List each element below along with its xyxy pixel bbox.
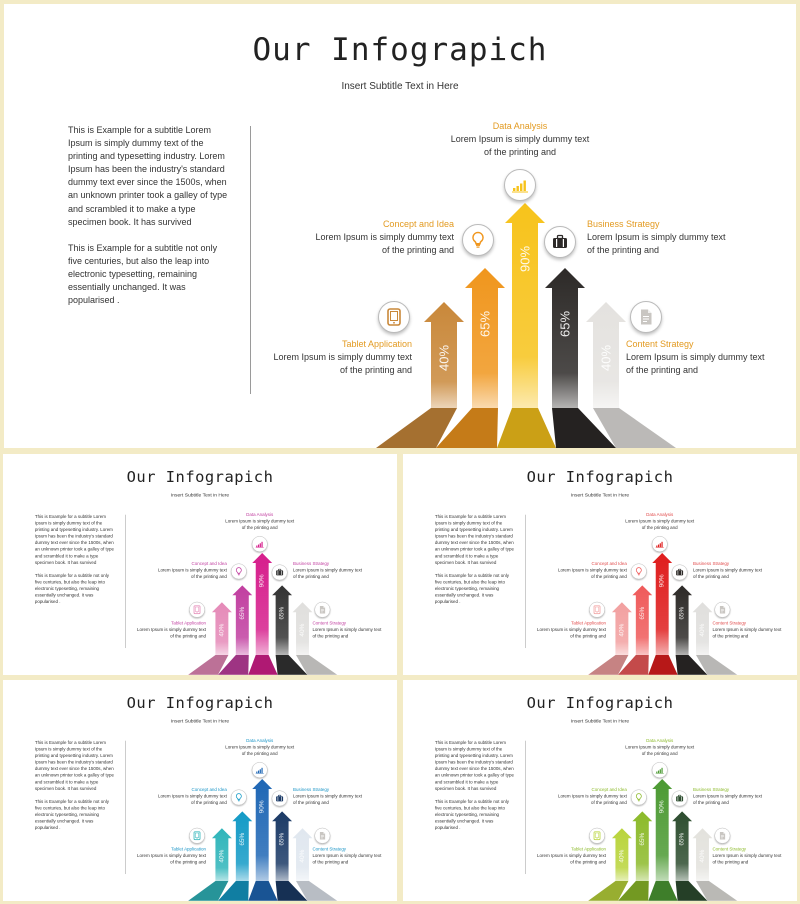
bar-chart-icon	[652, 536, 668, 552]
arrow-percent-label: 90%	[517, 245, 533, 273]
arrow-base	[248, 881, 277, 901]
item-description-line2: of the printing and	[641, 525, 678, 531]
item-description-line1: Lorem Ipsum is simply dummy text	[157, 567, 227, 573]
item-description-line2: of the printing and	[170, 633, 206, 639]
item-description-line2: of the printing and	[170, 859, 206, 865]
bar-chart-icon	[252, 536, 268, 552]
item-description-line1: Lorem Ipsum is simply dummy text	[537, 627, 606, 633]
lightbulb-icon	[631, 789, 647, 805]
item-description-line2: of the printing and	[191, 799, 227, 805]
item-label	[537, 846, 606, 865]
arrow-percent-label: 40%	[598, 344, 614, 372]
arrow-percent-label: 90%	[658, 800, 666, 814]
item-label	[625, 738, 695, 757]
arrow-percent-label: 40%	[698, 623, 706, 637]
item-description-line1: Lorem Ipsum is simply dummy text	[312, 853, 382, 859]
item-label	[315, 218, 454, 257]
body-paragraph: This is Example for a subtitle not only five centuries, but also the leap into electronic typesetting, remaining essentially unchanged. It was popularised .	[68, 242, 218, 306]
arrow-base	[648, 655, 677, 675]
arrow-bar	[672, 811, 692, 881]
body-paragraph: This is Example for a subtitle not only five centuries, but also the leap into electronic typesetting, remaining essentially unchanged. It was popularised .	[34, 798, 110, 830]
item-heading: Business Strategy	[587, 219, 660, 229]
item-description-line2: of the printing and	[626, 365, 699, 375]
arrow-base	[648, 881, 677, 901]
body-paragraph: This is Example for a subtitle not only five centuries, but also the leap into electronic typesetting, remaining essentially unchanged. It was popularised .	[34, 572, 110, 604]
item-heading: Concept and Idea	[591, 560, 627, 566]
document-icon	[714, 602, 730, 618]
slide-subtitle: Insert Subtitle Text in Here	[570, 718, 630, 724]
slide-subtitle: Insert Subtitle Text in Here	[170, 492, 230, 498]
item-label	[293, 560, 362, 579]
item-description-line2: of the printing and	[693, 799, 729, 805]
arrow-bar	[272, 585, 292, 655]
slide-canvas	[403, 454, 797, 675]
item-heading: Content Strategy	[312, 620, 347, 626]
arrow-percent-label: 65%	[678, 832, 686, 846]
item-heading: Tablet Application	[571, 846, 606, 852]
item-description-line2: of the printing and	[312, 859, 349, 865]
item-description-line2: of the printing and	[712, 859, 749, 865]
item-description-line1: Lorem Ipsum is simply dummy text	[225, 744, 295, 750]
item-label	[693, 786, 762, 805]
slide-title: Our Infograpich	[526, 693, 674, 712]
slide-preview-red[interactable]	[403, 454, 797, 675]
arrow-percent-label: 90%	[258, 574, 266, 588]
arrow-percent-label: 65%	[638, 832, 646, 846]
item-label	[312, 620, 381, 639]
arrow-percent-label: 40%	[218, 623, 226, 637]
item-label	[293, 786, 362, 805]
item-description-line2: of the printing and	[591, 799, 627, 805]
item-description-line1: Lorem Ipsum is simply dummy text	[537, 853, 606, 859]
document-icon	[630, 301, 662, 333]
item-heading: Content Strategy	[712, 846, 747, 852]
item-label	[558, 560, 627, 579]
item-heading: Business Strategy	[693, 560, 730, 566]
item-description-line2: of the printing and	[587, 245, 660, 255]
slide-canvas	[3, 680, 397, 901]
arrow-bar	[252, 553, 272, 655]
item-description-line1: Lorem Ipsum is simply dummy text	[626, 352, 765, 362]
arrow-bar	[232, 585, 252, 655]
tablet-icon	[589, 828, 605, 844]
arrow-percent-label: 65%	[238, 832, 246, 846]
item-heading: Tablet Application	[341, 339, 412, 349]
body-paragraph: This is Example for a subtitle Lorem Ipsum is simply dummy text of the printing and typesetting industry. Lorem Ipsum has been the industry's standard dummy text ever since the 1500s, when an unknown printer took a galley of type and scrambled it to make a type specimen book. It has survived	[434, 740, 514, 791]
item-description-line1: Lorem Ipsum is simply dummy text	[712, 853, 782, 859]
tablet-icon	[189, 602, 205, 618]
briefcase-icon	[672, 564, 688, 580]
arrow-bar	[652, 553, 672, 655]
item-description-line1: Lorem Ipsum is simply dummy text	[693, 567, 762, 573]
item-label	[137, 620, 206, 639]
slide-title: Our Infograpich	[252, 32, 548, 68]
item-heading: Business Strategy	[293, 786, 330, 792]
lightbulb-icon	[231, 563, 247, 579]
item-description-line1: Lorem Ipsum is simply dummy text	[557, 793, 627, 799]
slide-title: Our Infograpich	[126, 693, 274, 712]
arrow-percent-label: 40%	[618, 623, 626, 637]
item-label	[273, 338, 412, 377]
arrow-percent-label: 65%	[678, 606, 686, 620]
item-description-line1: Lorem Ipsum is simply dummy text	[157, 793, 227, 799]
body-paragraph: This is Example for a subtitle Lorem Ipsum is simply dummy text of the printing and typesetting industry. Lorem Ipsum has been the industry's standard dummy text ever since the 1500s, when an unknown printer took a galley of type and scrambled it to make a type specimen book. It has survived	[34, 514, 114, 565]
slide-preview-teal[interactable]	[3, 680, 397, 901]
item-description-line1: Lorem Ipsum is simply dummy text	[225, 518, 295, 524]
item-description-line2: of the printing and	[339, 365, 412, 375]
slide-title: Our Infograpich	[526, 467, 674, 486]
arrow-percent-label: 90%	[258, 800, 266, 814]
item-heading: Data Analysis	[646, 512, 674, 518]
item-label	[537, 620, 606, 639]
item-heading: Business Strategy	[693, 786, 730, 792]
document-icon	[714, 828, 730, 844]
item-heading: Content Strategy	[312, 846, 347, 852]
arrow-bar	[505, 203, 545, 408]
item-label	[712, 846, 781, 865]
item-description-line1: Lorem Ipsum is simply dummy text	[293, 793, 362, 799]
item-description-line2: of the printing and	[191, 573, 227, 579]
item-label	[225, 738, 295, 757]
item-description-line2: of the printing and	[712, 633, 749, 639]
arrow-bar	[632, 811, 652, 881]
slide-preview-yellow[interactable]	[4, 4, 796, 448]
item-description-line2: of the printing and	[641, 751, 678, 757]
arrow-percent-label: 65%	[238, 606, 246, 620]
arrow-bar	[632, 585, 652, 655]
arrow-bar	[272, 811, 292, 881]
arrow-percent-label: 65%	[278, 606, 286, 620]
body-paragraph: This is Example for a subtitle Lorem Ipsum is simply dummy text of the printing and typesetting industry. Lorem Ipsum has been the industry's standard dummy text ever since the 1500s, when an unknown printer took a galley of type and scrambled it to make a type specimen book. It has survived	[434, 514, 514, 565]
item-description-line1: Lorem Ipsum is simply dummy text	[137, 853, 206, 859]
arrow-percent-label: 40%	[298, 623, 306, 637]
slide-canvas	[403, 680, 797, 901]
item-description-line1: Lorem Ipsum is simply dummy text	[137, 627, 206, 633]
arrow-percent-label: 65%	[557, 310, 573, 338]
body-paragraph: This is Example for a subtitle Lorem Ipsum is simply dummy text of the printing and typesetting industry. Lorem Ipsum has been the industry's standard dummy text ever since the 1500s, when an unknown printer took a galley of type and scrambled it to make a type specimen book. It has survived	[68, 125, 228, 227]
slide-canvas	[3, 454, 397, 675]
arrow-percent-label: 40%	[618, 849, 626, 863]
item-label	[587, 218, 726, 257]
slide-preview-green[interactable]	[403, 680, 797, 901]
item-description-line2: of the printing and	[591, 573, 627, 579]
item-heading: Concept and Idea	[591, 786, 627, 792]
item-description-line1: Lorem Ipsum is simply dummy text	[312, 627, 382, 633]
arrow-percent-label: 65%	[638, 606, 646, 620]
item-description-line1: Lorem Ipsum is simply dummy text	[587, 232, 726, 242]
body-paragraph: This is Example for a subtitle not only five centuries, but also the leap into electronic typesetting, remaining essentially unchanged. It was popularised .	[434, 572, 510, 604]
arrow-base	[248, 655, 277, 675]
item-heading: Business Strategy	[293, 560, 330, 566]
item-label	[312, 846, 381, 865]
lightbulb-icon	[231, 789, 247, 805]
item-description-line2: of the printing and	[293, 799, 329, 805]
arrow-bar	[672, 585, 692, 655]
lightbulb-icon	[462, 224, 494, 256]
lightbulb-icon	[631, 563, 647, 579]
tablet-icon	[378, 301, 410, 333]
arrow-percent-label: 40%	[218, 849, 226, 863]
arrow-bar	[232, 811, 252, 881]
item-description-line1: Lorem Ipsum is simply dummy text	[315, 232, 454, 242]
bar-chart-icon	[252, 762, 268, 778]
slide-canvas	[4, 4, 796, 448]
item-description-line2: of the printing and	[693, 573, 729, 579]
item-label	[712, 620, 781, 639]
briefcase-icon	[672, 790, 688, 806]
item-heading: Content Strategy	[626, 339, 694, 349]
item-description-line2: of the printing and	[570, 633, 606, 639]
bar-chart-icon	[652, 762, 668, 778]
arrow-base	[497, 408, 556, 448]
item-description-line1: Lorem Ipsum is simply dummy text	[293, 567, 362, 573]
item-heading: Concept and Idea	[382, 219, 454, 229]
arrow-bar	[252, 779, 272, 881]
slide-title: Our Infograpich	[126, 467, 274, 486]
item-label	[450, 120, 590, 159]
item-label	[558, 786, 627, 805]
item-label	[626, 338, 765, 377]
item-description-line2: of the printing and	[483, 147, 557, 157]
arrow-percent-label: 65%	[278, 832, 286, 846]
item-label	[693, 560, 762, 579]
item-description-line1: Lorem Ipsum is simply dummy text	[693, 793, 762, 799]
item-heading: Data Analysis	[246, 738, 274, 744]
slide-subtitle: Insert Subtitle Text in Here	[341, 81, 459, 92]
briefcase-icon	[272, 564, 288, 580]
item-heading: Data Analysis	[492, 121, 548, 131]
item-heading: Content Strategy	[712, 620, 747, 626]
item-heading: Concept and Idea	[191, 560, 227, 566]
item-description-line2: of the printing and	[381, 245, 454, 255]
briefcase-icon	[544, 226, 576, 258]
arrow-percent-label: 40%	[298, 849, 306, 863]
item-heading: Data Analysis	[646, 738, 674, 744]
document-icon	[314, 602, 330, 618]
item-description-line2: of the printing and	[293, 573, 329, 579]
item-description-line2: of the printing and	[570, 859, 606, 865]
item-description-line2: of the printing and	[241, 525, 278, 531]
tablet-icon	[589, 602, 605, 618]
item-heading: Concept and Idea	[191, 786, 227, 792]
tablet-icon	[189, 828, 205, 844]
item-heading: Data Analysis	[246, 512, 274, 518]
body-paragraph: This is Example for a subtitle not only five centuries, but also the leap into electronic typesetting, remaining essentially unchanged. It was popularised .	[434, 798, 510, 830]
document-icon	[314, 828, 330, 844]
bar-chart-icon	[504, 169, 536, 201]
arrow-percent-label: 40%	[698, 849, 706, 863]
arrow-percent-label: 65%	[477, 310, 493, 338]
item-label	[158, 560, 227, 579]
item-heading: Tablet Application	[571, 620, 606, 626]
item-description-line2: of the printing and	[241, 751, 278, 757]
item-description-line1: Lorem Ipsum is simply dummy text	[273, 352, 412, 362]
slide-preview-magenta[interactable]	[3, 454, 397, 675]
arrow-percent-label: 90%	[658, 574, 666, 588]
item-description-line1: Lorem Ipsum is simply dummy text	[625, 518, 695, 524]
item-label	[137, 846, 206, 865]
item-description-line1: Lorem Ipsum is simply dummy text	[625, 744, 695, 750]
arrow-bar	[652, 779, 672, 881]
item-label	[225, 512, 295, 531]
slide-subtitle: Insert Subtitle Text in Here	[570, 492, 630, 498]
item-label	[158, 786, 227, 805]
item-heading: Tablet Application	[171, 620, 206, 626]
item-description-line1: Lorem Ipsum is simply dummy text	[557, 567, 627, 573]
item-description-line1: Lorem Ipsum is simply dummy text	[450, 134, 590, 144]
item-description-line1: Lorem Ipsum is simply dummy text	[712, 627, 782, 633]
item-description-line2: of the printing and	[312, 633, 349, 639]
item-label	[625, 512, 695, 531]
arrow-percent-label: 40%	[436, 344, 452, 372]
briefcase-icon	[272, 790, 288, 806]
body-paragraph: This is Example for a subtitle Lorem Ipsum is simply dummy text of the printing and typesetting industry. Lorem Ipsum has been the industry's standard dummy text ever since the 1500s, when an unknown printer took a galley of type and scrambled it to make a type specimen book. It has survived	[34, 740, 114, 791]
item-heading: Tablet Application	[171, 846, 206, 852]
slide-subtitle: Insert Subtitle Text in Here	[170, 718, 230, 724]
